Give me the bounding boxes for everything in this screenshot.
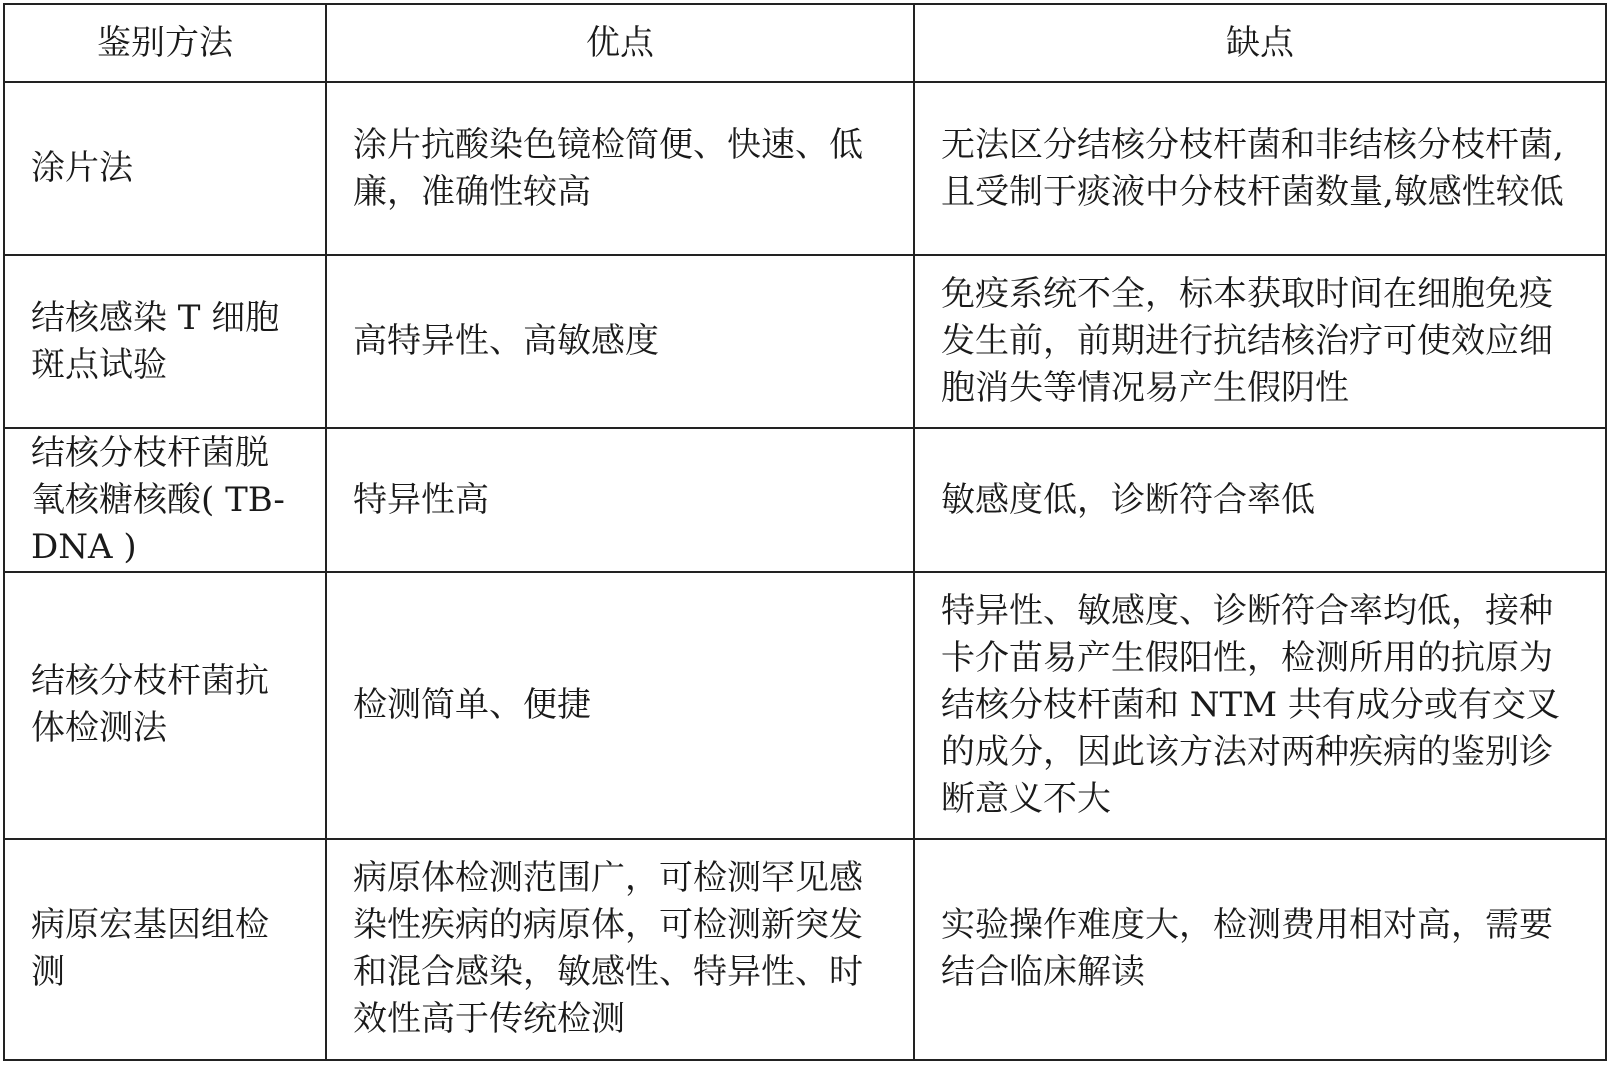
cell-pros: 检测简单、便捷 xyxy=(326,572,914,839)
table-row xyxy=(4,572,1606,839)
header-row xyxy=(4,4,1606,82)
cell-cons: 敏感度低，诊断符合率低 xyxy=(914,428,1606,572)
cell-pros: 高特异性、高敏感度 xyxy=(326,255,914,428)
cell-cons: 无法区分结核分枝杆菌和非结核分枝杆菌,且受制于痰液中分枝杆菌数量,敏感性较低 xyxy=(914,82,1606,255)
cell-method: 结核分枝杆菌抗体检测法 xyxy=(4,572,326,839)
cell-method: 病原宏基因组检测 xyxy=(4,839,326,1060)
cell-pros: 病原体检测范围广，可检测罕见感染性疾病的病原体，可检测新突发和混合感染，敏感性、特异性、时效性高于传统检测 xyxy=(326,839,914,1060)
table-row xyxy=(4,255,1606,428)
cell-method: 涂片法 xyxy=(4,82,326,255)
cell-cons: 免疫系统不全，标本获取时间在细胞免疫发生前，前期进行抗结核治疗可使效应细胞消失等情况易产生假阴性 xyxy=(914,255,1606,428)
header-cons: 缺点 xyxy=(914,4,1606,82)
cell-cons: 特异性、敏感度、诊断符合率均低，接种卡介苗易产生假阳性，检测所用的抗原为结核分枝杆菌和 NTM 共有成分或有交叉的成分，因此该方法对两种疾病的鉴别诊断意义不大 xyxy=(914,572,1606,839)
cell-method: 结核分枝杆菌脱氧核糖核酸( TB-DNA ) xyxy=(4,428,326,572)
table-row xyxy=(4,839,1606,1060)
table-body xyxy=(4,82,1606,1060)
table-header xyxy=(4,4,1606,82)
cell-pros: 涂片抗酸染色镜检简便、快速、低廉，准确性较高 xyxy=(326,82,914,255)
header-method: 鉴别方法 xyxy=(4,4,326,82)
cell-method: 结核感染 T 细胞斑点试验 xyxy=(4,255,326,428)
cell-cons: 实验操作难度大，检测费用相对高，需要结合临床解读 xyxy=(914,839,1606,1060)
table-row xyxy=(4,82,1606,255)
table-row xyxy=(4,428,1606,572)
cell-pros: 特异性高 xyxy=(326,428,914,572)
header-pros: 优点 xyxy=(326,4,914,82)
comparison-table xyxy=(3,3,1607,1061)
